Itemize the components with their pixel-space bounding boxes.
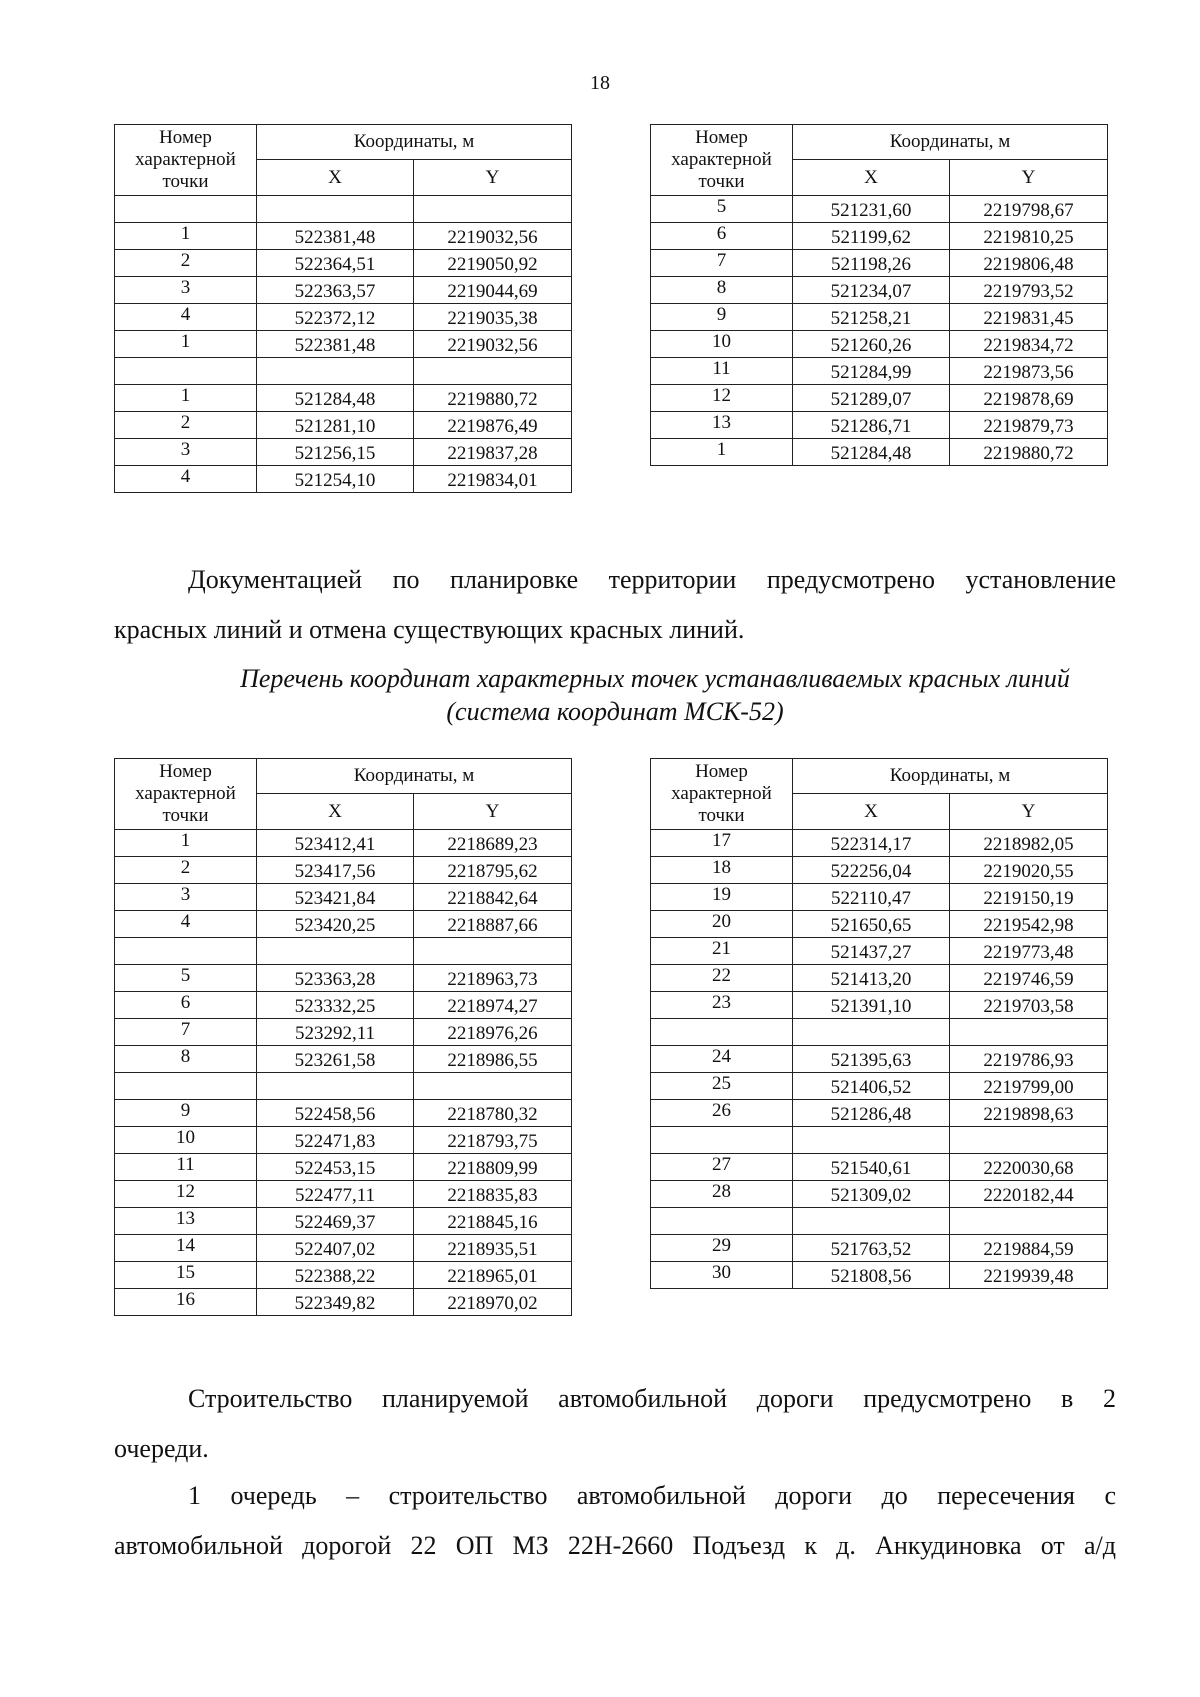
table-row [115, 331, 572, 358]
header-point-number-line: характерной [671, 783, 772, 804]
cell-x: 521808,56 [793, 1262, 950, 1289]
header-point-number [115, 125, 257, 196]
cell-y: 2219703,58 [950, 992, 1108, 1019]
cell-y: 2218982,05 [950, 830, 1108, 857]
cell-x: 521231,60 [793, 196, 950, 223]
cell-y [414, 196, 572, 223]
cell-point-number: 12 [115, 1181, 257, 1208]
table-row [115, 1208, 572, 1235]
cell-y: 2219879,73 [950, 412, 1108, 439]
cell-y: 2218963,73 [414, 965, 572, 992]
cell-x [257, 196, 414, 223]
table-row [651, 439, 1108, 466]
cell-y: 2219837,28 [414, 439, 572, 466]
cell-y: 2219150,19 [950, 884, 1108, 911]
cell-y: 2219746,59 [950, 965, 1108, 992]
table-row [651, 830, 1108, 857]
cell-point-number: 11 [115, 1154, 257, 1181]
cell-point-number: 5 [651, 196, 793, 223]
table-row [651, 304, 1108, 331]
table-row [115, 830, 572, 857]
cell-y: 2219834,72 [950, 331, 1108, 358]
cell-y: 2219035,38 [414, 304, 572, 331]
cell-x: 522364,51 [257, 250, 414, 277]
header-point-number-line: Номер [695, 127, 748, 148]
table-row [651, 1100, 1108, 1127]
cell-y: 2218965,01 [414, 1262, 572, 1289]
table-row [115, 196, 572, 223]
coordinates-table-3 [114, 758, 572, 1316]
table-row [115, 1235, 572, 1262]
cell-point-number: 15 [115, 1262, 257, 1289]
cell-y: 2219799,00 [950, 1073, 1108, 1100]
cell-y: 2219806,48 [950, 250, 1108, 277]
cell-x: 521198,26 [793, 250, 950, 277]
cell-point-number: 4 [115, 911, 257, 938]
cell-point-number: 13 [115, 1208, 257, 1235]
header-y: Y [950, 794, 1108, 830]
cell-x: 523412,41 [257, 830, 414, 857]
cell-point-number [115, 938, 257, 965]
cell-y: 2219878,69 [950, 385, 1108, 412]
paragraph-construction-stages [114, 1374, 1116, 1474]
cell-y: 2218835,83 [414, 1181, 572, 1208]
cell-x: 522453,15 [257, 1154, 414, 1181]
cell-y: 2219773,48 [950, 938, 1108, 965]
cell-x: 521437,27 [793, 938, 950, 965]
header-point-number-line: точки [162, 805, 209, 826]
cell-x [257, 938, 414, 965]
cell-x: 521256,15 [257, 439, 414, 466]
cell-y [950, 1019, 1108, 1046]
cell-point-number: 1 [115, 331, 257, 358]
cell-x: 521281,10 [257, 412, 414, 439]
header-y: Y [414, 160, 572, 196]
caption-line: Перечень координат характерных точек устанавливаемых красных линий [240, 664, 1070, 693]
cell-point-number: 8 [115, 1046, 257, 1073]
cell-point-number: 5 [115, 965, 257, 992]
cell-y: 2219873,56 [950, 358, 1108, 385]
cell-y: 2218845,16 [414, 1208, 572, 1235]
table-row [651, 1235, 1108, 1262]
cell-point-number: 3 [115, 884, 257, 911]
table-row [651, 196, 1108, 223]
cell-point-number: 17 [651, 830, 793, 857]
table-row [115, 857, 572, 884]
cell-y: 2219884,59 [950, 1235, 1108, 1262]
cell-x: 522407,02 [257, 1235, 414, 1262]
cell-y [950, 1127, 1108, 1154]
table-row [651, 1208, 1108, 1235]
cell-y: 2219044,69 [414, 277, 572, 304]
cell-y: 2219798,67 [950, 196, 1108, 223]
cell-x [793, 1019, 950, 1046]
table-row [115, 1154, 572, 1181]
table-row [115, 911, 572, 938]
cell-point-number: 2 [115, 857, 257, 884]
cell-point-number: 1 [115, 385, 257, 412]
cell-x: 523261,58 [257, 1046, 414, 1073]
cell-x: 522256,04 [793, 857, 950, 884]
table-row [651, 938, 1108, 965]
cell-point-number: 1 [115, 830, 257, 857]
cell-x: 521763,52 [793, 1235, 950, 1262]
cell-point-number: 9 [115, 1100, 257, 1127]
cell-x: 522458,56 [257, 1100, 414, 1127]
paragraph-first-stage [114, 1471, 1116, 1571]
header-coordinates: Координаты, м [257, 125, 572, 160]
header-point-number-line: Номер [695, 761, 748, 782]
cell-y: 2219876,49 [414, 412, 572, 439]
cell-x: 521286,48 [793, 1100, 950, 1127]
header-point-number [651, 125, 793, 196]
cell-x: 522110,47 [793, 884, 950, 911]
cell-point-number: 9 [651, 304, 793, 331]
cell-x: 521284,99 [793, 358, 950, 385]
cell-x: 521650,65 [793, 911, 950, 938]
cell-x: 521309,02 [793, 1181, 950, 1208]
cell-y: 2219020,55 [950, 857, 1108, 884]
cell-point-number: 3 [115, 439, 257, 466]
cell-x: 522477,11 [257, 1181, 414, 1208]
cell-x: 521395,63 [793, 1046, 950, 1073]
cell-x [793, 1208, 950, 1235]
cell-y: 2219880,72 [950, 439, 1108, 466]
cell-y: 2218795,62 [414, 857, 572, 884]
cell-point-number: 29 [651, 1235, 793, 1262]
cell-y: 2219880,72 [414, 385, 572, 412]
caption-line: (система координат МСК-52) [446, 697, 784, 726]
cell-y: 2219786,93 [950, 1046, 1108, 1073]
page-number: 18 [590, 72, 610, 94]
paragraph-line: очереди. [114, 1434, 209, 1463]
header-point-number-line: характерной [671, 149, 772, 170]
table-row [115, 884, 572, 911]
cell-y: 2218887,66 [414, 911, 572, 938]
table-row [651, 1127, 1108, 1154]
cell-point-number: 23 [651, 992, 793, 1019]
table-row [115, 1019, 572, 1046]
cell-x: 521258,21 [793, 304, 950, 331]
cell-y [950, 1208, 1108, 1235]
cell-y: 2219032,56 [414, 223, 572, 250]
table-row [115, 1262, 572, 1289]
cell-x: 521199,62 [793, 223, 950, 250]
header-coordinates: Координаты, м [257, 759, 572, 794]
header-x: X [793, 160, 950, 196]
cell-point-number: 4 [115, 466, 257, 493]
cell-point-number [651, 1019, 793, 1046]
cell-y: 2219050,92 [414, 250, 572, 277]
table-row [651, 1262, 1108, 1289]
cell-point-number: 1 [115, 223, 257, 250]
table-row [115, 1100, 572, 1127]
table-row [651, 1181, 1108, 1208]
cell-y [414, 1073, 572, 1100]
cell-point-number [651, 1208, 793, 1235]
table-row [651, 385, 1108, 412]
cell-y: 2218689,23 [414, 830, 572, 857]
cell-y: 2220030,68 [950, 1154, 1108, 1181]
cell-x [793, 1127, 950, 1154]
table-row [115, 466, 572, 493]
table-row [115, 304, 572, 331]
cell-y: 2218976,26 [414, 1019, 572, 1046]
paragraph-line: 1 очередь – строительство автомобильной дороги до пересечения с [188, 1481, 1116, 1510]
cell-y: 2219793,52 [950, 277, 1108, 304]
cell-y: 2219032,56 [414, 331, 572, 358]
paragraph-line: красных линий и отмена существующих красных линий. [114, 615, 745, 644]
coordinates-table-4 [650, 758, 1108, 1289]
header-y: Y [950, 160, 1108, 196]
cell-y: 2220182,44 [950, 1181, 1108, 1208]
cell-y [414, 358, 572, 385]
header-point-number-line: характерной [135, 783, 236, 804]
table-row [115, 439, 572, 466]
cell-x: 521391,10 [793, 992, 950, 1019]
header-y: Y [414, 794, 572, 830]
header-point-number-line: Номер [159, 761, 212, 782]
cell-point-number: 3 [115, 277, 257, 304]
cell-y: 2218935,51 [414, 1235, 572, 1262]
table-row [651, 1073, 1108, 1100]
cell-point-number: 26 [651, 1100, 793, 1127]
cell-point-number: 25 [651, 1073, 793, 1100]
table-row [115, 992, 572, 1019]
cell-point-number: 27 [651, 1154, 793, 1181]
header-point-number [115, 759, 257, 830]
header-point-number-line: точки [698, 805, 745, 826]
cell-y: 2219542,98 [950, 911, 1108, 938]
table-row [651, 1154, 1108, 1181]
cell-x [257, 1073, 414, 1100]
header-point-number [651, 759, 793, 830]
table-row [651, 857, 1108, 884]
cell-x: 521234,07 [793, 277, 950, 304]
cell-point-number [115, 196, 257, 223]
paragraph-line: Строительство планируемой автомобильной дороги предусмотрено в 2 [188, 1384, 1116, 1413]
table-row [115, 223, 572, 250]
table-row [115, 1289, 572, 1316]
cell-x: 521260,26 [793, 331, 950, 358]
header-point-number-line: точки [698, 171, 745, 192]
coordinates-table-1 [114, 124, 572, 493]
cell-point-number: 18 [651, 857, 793, 884]
table-row [651, 965, 1108, 992]
cell-y: 2218970,02 [414, 1289, 572, 1316]
cell-x: 521540,61 [793, 1154, 950, 1181]
header-x: X [793, 794, 950, 830]
table-row [115, 412, 572, 439]
cell-x: 522349,82 [257, 1289, 414, 1316]
cell-y: 2218842,64 [414, 884, 572, 911]
cell-y: 2218793,75 [414, 1127, 572, 1154]
cell-y: 2218809,99 [414, 1154, 572, 1181]
cell-x: 523421,84 [257, 884, 414, 911]
cell-x: 521406,52 [793, 1073, 950, 1100]
cell-x: 521289,07 [793, 385, 950, 412]
cell-point-number: 13 [651, 412, 793, 439]
cell-y: 2218986,55 [414, 1046, 572, 1073]
header-point-number-line: характерной [135, 149, 236, 170]
header-x: X [257, 160, 414, 196]
cell-x: 521284,48 [257, 385, 414, 412]
cell-x: 522381,48 [257, 223, 414, 250]
cell-point-number: 10 [115, 1127, 257, 1154]
coordinates-table-2 [650, 124, 1108, 466]
cell-y: 2219831,45 [950, 304, 1108, 331]
cell-x: 521413,20 [793, 965, 950, 992]
paragraph-line: автомобильной дорогой 22 ОП МЗ 22Н-2660 Подъезд к д. Анкудиновка от а/д [114, 1531, 1116, 1560]
table-row [115, 965, 572, 992]
header-x: X [257, 794, 414, 830]
cell-point-number [651, 1127, 793, 1154]
cell-point-number: 19 [651, 884, 793, 911]
table-row [115, 1127, 572, 1154]
cell-point-number: 12 [651, 385, 793, 412]
cell-point-number [115, 358, 257, 385]
header-point-number-line: Номер [159, 127, 212, 148]
cell-point-number: 1 [651, 439, 793, 466]
table-row [651, 412, 1108, 439]
header-point-number-line: точки [162, 171, 209, 192]
cell-point-number: 24 [651, 1046, 793, 1073]
cell-x: 523417,56 [257, 857, 414, 884]
cell-y: 2219834,01 [414, 466, 572, 493]
cell-x: 522381,48 [257, 331, 414, 358]
cell-x: 521254,10 [257, 466, 414, 493]
cell-point-number: 6 [651, 223, 793, 250]
cell-x: 523363,28 [257, 965, 414, 992]
cell-x: 521284,48 [793, 439, 950, 466]
table-row [115, 938, 572, 965]
table-row [651, 358, 1108, 385]
table-row [115, 358, 572, 385]
cell-point-number: 30 [651, 1262, 793, 1289]
table-row [651, 1046, 1108, 1073]
table-row [115, 250, 572, 277]
cell-point-number: 21 [651, 938, 793, 965]
table-row [651, 277, 1108, 304]
table-row [115, 1181, 572, 1208]
cell-point-number: 11 [651, 358, 793, 385]
cell-point-number: 14 [115, 1235, 257, 1262]
cell-x: 523420,25 [257, 911, 414, 938]
table-row [651, 884, 1108, 911]
header-coordinates: Координаты, м [793, 759, 1108, 794]
cell-point-number: 7 [115, 1019, 257, 1046]
table-row [115, 1073, 572, 1100]
table-row [651, 1019, 1108, 1046]
cell-point-number: 2 [115, 412, 257, 439]
table-row [651, 331, 1108, 358]
cell-x: 523292,11 [257, 1019, 414, 1046]
cell-point-number: 6 [115, 992, 257, 1019]
cell-point-number: 2 [115, 250, 257, 277]
cell-y [414, 938, 572, 965]
cell-x [257, 358, 414, 385]
cell-point-number: 4 [115, 304, 257, 331]
cell-x: 521286,71 [793, 412, 950, 439]
cell-point-number: 20 [651, 911, 793, 938]
table-row [115, 1046, 572, 1073]
paragraph-line: Документацией по планировке территории предусмотрено установление [188, 565, 1116, 594]
table-caption [114, 662, 1116, 728]
cell-x: 522314,17 [793, 830, 950, 857]
table-row [651, 992, 1108, 1019]
cell-y: 2218780,32 [414, 1100, 572, 1127]
cell-y: 2219898,63 [950, 1100, 1108, 1127]
table-row [651, 223, 1108, 250]
table-row [115, 385, 572, 412]
cell-point-number: 10 [651, 331, 793, 358]
table-row [651, 911, 1108, 938]
cell-y: 2219810,25 [950, 223, 1108, 250]
cell-point-number: 7 [651, 250, 793, 277]
cell-x: 522388,22 [257, 1262, 414, 1289]
cell-point-number: 28 [651, 1181, 793, 1208]
table-row [115, 277, 572, 304]
cell-point-number [115, 1073, 257, 1100]
cell-point-number: 22 [651, 965, 793, 992]
cell-y: 2219939,48 [950, 1262, 1108, 1289]
header-coordinates: Координаты, м [793, 125, 1108, 160]
cell-x: 522469,37 [257, 1208, 414, 1235]
cell-x: 522471,83 [257, 1127, 414, 1154]
paragraph-planning-documentation [114, 555, 1116, 655]
cell-x: 522363,57 [257, 277, 414, 304]
cell-point-number: 16 [115, 1289, 257, 1316]
cell-x: 522372,12 [257, 304, 414, 331]
cell-point-number: 8 [651, 277, 793, 304]
table-row [651, 250, 1108, 277]
cell-y: 2218974,27 [414, 992, 572, 1019]
cell-x: 523332,25 [257, 992, 414, 1019]
